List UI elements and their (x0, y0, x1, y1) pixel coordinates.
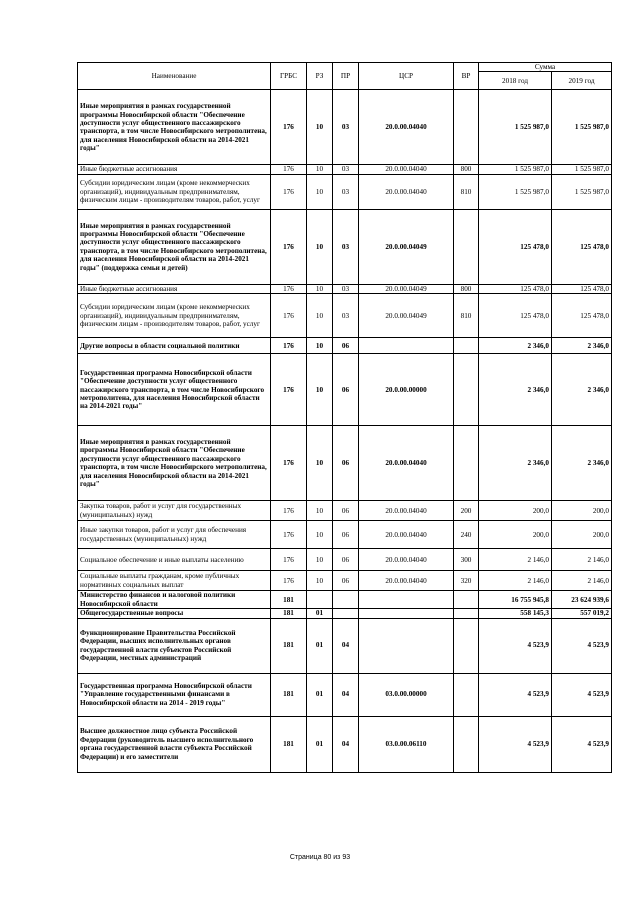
table-row (78, 591, 612, 609)
cell-s2019: 200,0 (552, 521, 612, 549)
cell-s2018: 2 346,0 (479, 426, 552, 501)
cell-pr (333, 591, 359, 609)
cell-csr (359, 338, 454, 354)
cell-grbs: 176 (271, 209, 307, 284)
cell-vr: 200 (454, 501, 479, 521)
cell-csr: 20.0.00.04040 (359, 426, 454, 501)
header-grbs: ГРБС (271, 63, 307, 90)
cell-csr: 20.0.00.04040 (359, 571, 454, 591)
cell-grbs: 181 (271, 673, 307, 716)
cell-pr: 03 (333, 90, 359, 165)
table-row (78, 174, 612, 209)
cell-name: Другие вопросы в области социальной политики (78, 338, 271, 354)
header-sum: Сумма (479, 63, 612, 72)
cell-s2018: 200,0 (479, 521, 552, 549)
cell-name: Социальные выплаты гражданам, кроме публичных нормативных социальных выплат (78, 571, 271, 591)
table-row (78, 90, 612, 165)
cell-grbs: 181 (271, 609, 307, 618)
cell-rz: 10 (307, 338, 333, 354)
cell-pr: 03 (333, 165, 359, 174)
cell-csr: 20.0.00.04040 (359, 165, 454, 174)
cell-csr: 03.0.00.00000 (359, 673, 454, 716)
cell-pr: 04 (333, 673, 359, 716)
cell-pr: 06 (333, 521, 359, 549)
cell-name: Функционирование Правительства Российской Федерации, высших исполнительных органов государственной власти субъектов Российской Федерации, местных администраций (78, 618, 271, 673)
cell-grbs: 176 (271, 174, 307, 209)
cell-rz: 10 (307, 209, 333, 284)
cell-rz: 10 (307, 426, 333, 501)
page-number: Страница 80 из 93 (289, 854, 351, 861)
cell-vr (454, 426, 479, 501)
cell-vr (454, 618, 479, 673)
cell-pr: 03 (333, 294, 359, 338)
cell-s2019: 2 146,0 (552, 571, 612, 591)
cell-rz: 10 (307, 165, 333, 174)
cell-name: Министерство финансов и налоговой политики Новосибирской области (78, 591, 271, 609)
table-row (78, 209, 612, 284)
header-2018: 2018 год (479, 72, 552, 90)
cell-vr: 800 (454, 284, 479, 293)
cell-rz: 10 (307, 174, 333, 209)
cell-s2018: 2 346,0 (479, 354, 552, 426)
cell-s2018: 4 523,9 (479, 716, 552, 772)
cell-pr: 04 (333, 716, 359, 772)
cell-s2018: 2 146,0 (479, 549, 552, 571)
cell-pr: 06 (333, 426, 359, 501)
cell-pr: 06 (333, 549, 359, 571)
cell-name: Субсидии юридическим лицам (кроме некоммерческих организаций), индивидуальным предпринимателям, физическим лицам - производителям товаров, работ, услуг (78, 174, 271, 209)
cell-grbs: 176 (271, 338, 307, 354)
table-row (78, 716, 612, 772)
cell-pr: 06 (333, 338, 359, 354)
table-row (78, 294, 612, 338)
cell-name: Закупка товаров, работ и услуг для государственных (муниципальных) нужд (78, 501, 271, 521)
cell-rz: 01 (307, 673, 333, 716)
cell-s2019: 125 478,0 (552, 284, 612, 293)
cell-s2018: 2 346,0 (479, 338, 552, 354)
header-csr: ЦСР (359, 63, 454, 90)
cell-name: Государственная программа Новосибирской области "Обеспечение доступности услуг общественного пассажирского транспорта, в том числе Новосибирского метрополитена, для населения Новосибирской области на 2014-2021 годы" (78, 354, 271, 426)
table-row (78, 609, 612, 618)
cell-grbs: 181 (271, 716, 307, 772)
cell-vr (454, 338, 479, 354)
cell-pr: 03 (333, 174, 359, 209)
cell-s2019: 4 523,9 (552, 618, 612, 673)
cell-vr (454, 609, 479, 618)
cell-name: Иные бюджетные ассигнования (78, 165, 271, 174)
cell-csr: 20.0.00.00000 (359, 354, 454, 426)
cell-rz: 10 (307, 521, 333, 549)
cell-csr: 20.0.00.04040 (359, 521, 454, 549)
cell-s2019: 200,0 (552, 501, 612, 521)
cell-s2019: 4 523,9 (552, 716, 612, 772)
cell-csr (359, 609, 454, 618)
cell-vr: 800 (454, 165, 479, 174)
table-row (78, 549, 612, 571)
cell-rz: 10 (307, 501, 333, 521)
cell-grbs: 176 (271, 571, 307, 591)
cell-csr: 20.0.00.04040 (359, 549, 454, 571)
cell-grbs: 181 (271, 618, 307, 673)
cell-pr: 03 (333, 209, 359, 284)
cell-vr (454, 209, 479, 284)
cell-csr: 20.0.00.04049 (359, 209, 454, 284)
header-vr: ВР (454, 63, 479, 90)
table-row (78, 284, 612, 293)
cell-csr: 20.0.00.04040 (359, 501, 454, 521)
cell-s2019: 2 346,0 (552, 426, 612, 501)
cell-csr: 03.0.00.06110 (359, 716, 454, 772)
table-row (78, 521, 612, 549)
cell-csr: 20.0.00.04040 (359, 90, 454, 165)
cell-csr (359, 591, 454, 609)
cell-rz: 01 (307, 716, 333, 772)
cell-vr (454, 354, 479, 426)
table-row (78, 426, 612, 501)
cell-csr: 20.0.00.04049 (359, 294, 454, 338)
cell-rz: 10 (307, 90, 333, 165)
cell-s2019: 1 525 987,0 (552, 174, 612, 209)
cell-rz: 01 (307, 618, 333, 673)
cell-s2019: 557 019,2 (552, 609, 612, 618)
table-row (78, 673, 612, 716)
table-row (78, 501, 612, 521)
cell-grbs: 176 (271, 354, 307, 426)
cell-vr (454, 591, 479, 609)
cell-rz: 10 (307, 571, 333, 591)
table-body (78, 90, 612, 772)
cell-name: Высшее должностное лицо субъекта Российской Федерации (руководитель высшего исполнительного органа государственной власти субъекта Российской Федерации) и его заместители (78, 716, 271, 772)
cell-name: Иные мероприятия в рамках государственной программы Новосибирской области "Обеспечение доступности услуг общественного пассажирского транспорта, в том числе Новосибирского метрополитена, для населения Новосибирской области на 2014-2021 годы" (78, 426, 271, 501)
cell-name: Субсидии юридическим лицам (кроме некоммерческих организаций), индивидуальным предпринимателям, физическим лицам - производителям товаров, работ, услуг (78, 294, 271, 338)
cell-pr: 03 (333, 284, 359, 293)
cell-grbs: 176 (271, 165, 307, 174)
table-row (78, 165, 612, 174)
cell-name: Иные бюджетные ассигнования (78, 284, 271, 293)
cell-name: Общегосударственные вопросы (78, 609, 271, 618)
header-2019: 2019 год (552, 72, 612, 90)
cell-grbs: 176 (271, 521, 307, 549)
cell-s2018: 558 145,3 (479, 609, 552, 618)
cell-vr: 300 (454, 549, 479, 571)
cell-grbs: 176 (271, 90, 307, 165)
cell-s2018: 4 523,9 (479, 673, 552, 716)
cell-csr (359, 618, 454, 673)
cell-s2018: 125 478,0 (479, 209, 552, 284)
cell-grbs: 176 (271, 294, 307, 338)
cell-pr (333, 609, 359, 618)
cell-pr: 04 (333, 618, 359, 673)
cell-vr (454, 90, 479, 165)
cell-name: Государственная программа Новосибирской области "Управление государственными финансами в Новосибирской области на 2014 - 2019 годы" (78, 673, 271, 716)
cell-s2019: 1 525 987,0 (552, 90, 612, 165)
cell-s2018: 4 523,9 (479, 618, 552, 673)
header-rz: РЗ (307, 63, 333, 90)
cell-name: Иные закупки товаров, работ и услуг для обеспечения государственных (муниципальных) нужд (78, 521, 271, 549)
cell-vr (454, 716, 479, 772)
table-row (78, 338, 612, 354)
cell-s2018: 1 525 987,0 (479, 90, 552, 165)
cell-rz: 10 (307, 549, 333, 571)
cell-s2018: 200,0 (479, 501, 552, 521)
cell-pr: 06 (333, 571, 359, 591)
cell-s2019: 23 624 939,6 (552, 591, 612, 609)
cell-vr: 240 (454, 521, 479, 549)
cell-csr: 20.0.00.04040 (359, 174, 454, 209)
table-header (78, 63, 612, 90)
cell-vr: 320 (454, 571, 479, 591)
cell-grbs: 181 (271, 591, 307, 609)
cell-grbs: 176 (271, 426, 307, 501)
cell-vr: 810 (454, 294, 479, 338)
cell-pr: 06 (333, 354, 359, 426)
cell-name: Иные мероприятия в рамках государственной программы Новосибирской области "Обеспечение доступности услуг общественного пассажирского транспорта, в том числе Новосибирского метрополитена, для населения Новосибирской области на 2014-2021 годы" (поддержка семьи и детей) (78, 209, 271, 284)
cell-s2019: 1 525 987,0 (552, 165, 612, 174)
cell-grbs: 176 (271, 549, 307, 571)
cell-csr: 20.0.00.04049 (359, 284, 454, 293)
cell-s2018: 125 478,0 (479, 284, 552, 293)
cell-s2018: 16 755 945,8 (479, 591, 552, 609)
cell-pr: 06 (333, 501, 359, 521)
cell-s2019: 4 523,9 (552, 673, 612, 716)
cell-s2018: 1 525 987,0 (479, 165, 552, 174)
table-row (78, 618, 612, 673)
cell-rz: 10 (307, 294, 333, 338)
cell-s2019: 2 146,0 (552, 549, 612, 571)
cell-rz: 01 (307, 609, 333, 618)
cell-s2019: 125 478,0 (552, 294, 612, 338)
budget-table (77, 62, 612, 773)
table-row (78, 354, 612, 426)
header-pr: ПР (333, 63, 359, 90)
cell-s2018: 125 478,0 (479, 294, 552, 338)
header-name: Наименование (78, 63, 271, 90)
cell-rz: 10 (307, 354, 333, 426)
cell-s2019: 125 478,0 (552, 209, 612, 284)
cell-grbs: 176 (271, 284, 307, 293)
cell-s2018: 1 525 987,0 (479, 174, 552, 209)
cell-s2019: 2 346,0 (552, 338, 612, 354)
cell-name: Социальное обеспечение и иные выплаты населению (78, 549, 271, 571)
cell-grbs: 176 (271, 501, 307, 521)
cell-vr (454, 673, 479, 716)
cell-name: Иные мероприятия в рамках государственной программы Новосибирской области "Обеспечение доступности услуг общественного пассажирского транспорта, в том числе Новосибирского метрополитена, для населения Новосибирской области на 2014-2021 годы" (78, 90, 271, 165)
cell-rz: 10 (307, 284, 333, 293)
cell-vr: 810 (454, 174, 479, 209)
table-row (78, 571, 612, 591)
cell-s2019: 2 346,0 (552, 354, 612, 426)
cell-s2018: 2 146,0 (479, 571, 552, 591)
cell-rz (307, 591, 333, 609)
